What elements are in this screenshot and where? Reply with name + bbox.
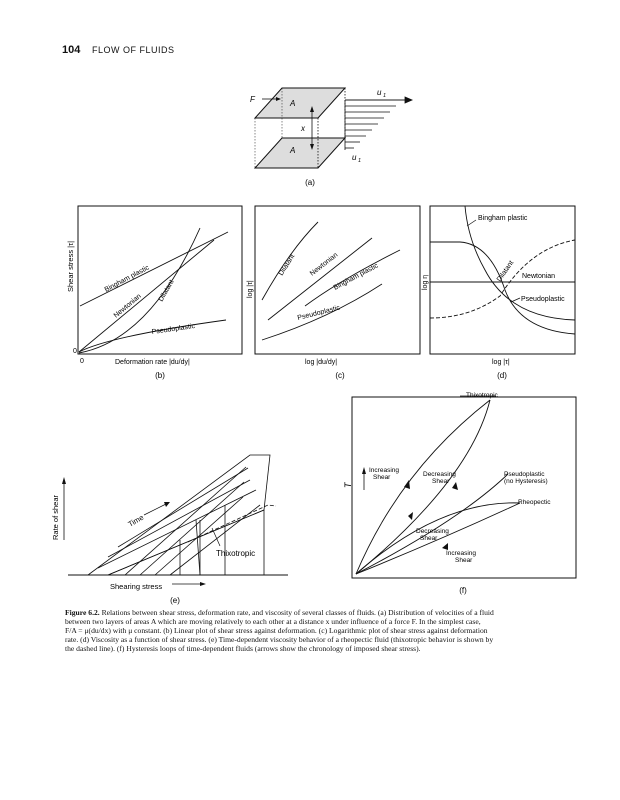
caption-line1: Relations between shear stress, deformation rate, and viscosity of several classes of fluids. (a) Distribution of velocities of a fluid <box>101 608 494 617</box>
label-newtonian-d: Newtonian <box>522 273 556 280</box>
plot-d-xlabel: log |τ| <box>492 359 510 366</box>
plot-b-origin-y: 0 <box>73 348 77 355</box>
page-number: 104 <box>62 44 81 56</box>
label-newtonian-c: Newtonian <box>308 251 340 278</box>
loop-rheo-lower <box>356 503 520 574</box>
curve-pseudoplastic-f <box>356 474 508 574</box>
increasing-shear-1b: Shear <box>373 474 391 481</box>
plot-e-xlabel: Shearing stress <box>110 582 163 591</box>
label-pseudoplastic-b: Pseudoplastic <box>151 322 196 336</box>
increasing-shear-2b: Shear <box>455 557 473 564</box>
plot-b-ylabel: Shear stress |τ| <box>66 240 75 292</box>
label-newtonian-b: Newtonian <box>112 292 143 320</box>
running-title: FLOW OF FLUIDS <box>92 45 175 55</box>
loop-rheo-upper <box>356 503 520 574</box>
label-dilatant-c: Dilatant <box>277 253 297 278</box>
pseudoplastic-f-label-b: (no Hysteresis) <box>504 478 548 485</box>
figure-c-label: (c) <box>335 371 345 380</box>
plot-b-xlabel: Deformation rate |du/dy| <box>115 359 190 366</box>
caption-line2: between two layers of areas A which are moving relatively to each other at a distance x under influence of a force F. In the simplest case, <box>65 617 481 627</box>
figure-a-label: (a) <box>305 178 315 187</box>
figure-f-label: (f) <box>459 586 467 595</box>
label-dilatant-d: Dilatant <box>495 259 516 284</box>
plot-e-ylabel: Rate of shear <box>51 494 60 540</box>
thixotropic-e-label: Thixotropic <box>216 549 256 558</box>
caption-line3: F/A = μ(du/dx) with μ constant. (b) Linear plot of shear stress against deformation. (c) Logarithmic plot of shear stress against deformation <box>65 626 488 636</box>
plot-f-ylabel: T <box>343 482 353 488</box>
plot-c-xlabel: log |du/dy| <box>305 359 338 366</box>
decreasing-shear-1b: Shear <box>432 478 450 485</box>
label-bingham-d: Bingham plastic <box>478 215 528 222</box>
figure-e-label: (e) <box>170 596 180 605</box>
figure-caption <box>65 608 577 653</box>
label-pseudoplastic-d: Pseudoplastic <box>521 296 565 303</box>
plot-d-ylabel: log η <box>422 274 429 290</box>
decreasing-shear-2: Decreasing <box>416 528 449 535</box>
plot-b-origin-x: 0 <box>80 358 84 365</box>
label-bingham-c: Bingham plastic <box>332 262 380 292</box>
time-label: Time <box>126 512 146 529</box>
loop-thix-inner <box>356 400 490 574</box>
vel-bottom-label: u <box>352 153 357 162</box>
caption-line5: the dashed line). (f) Hysteresis loops of time-dependent fluids (arrows show the chronology of imposed shear stress). <box>65 644 421 654</box>
label-bingham-b: Bingham plastic <box>103 264 151 294</box>
force-label: F <box>250 95 255 104</box>
decreasing-shear-1: Decreasing <box>423 471 456 478</box>
thixotropic-f-label: Thixotropic <box>466 392 498 399</box>
area-bottom-label: A <box>290 146 296 155</box>
increasing-shear-2: Increasing <box>446 550 476 557</box>
increasing-shear-1: Increasing <box>369 467 399 474</box>
area-top-label: A <box>290 99 296 108</box>
plot-c-ylabel: log |τ| <box>247 280 254 298</box>
decreasing-shear-2b: Shear <box>420 535 438 542</box>
pseudoplastic-f-label: Pseudoplastic <box>504 471 545 478</box>
label-pseudoplastic-c: Pseudoplastic <box>296 304 341 322</box>
vel-top-sub: 1 <box>383 93 387 99</box>
figure-d-label: (d) <box>497 371 507 380</box>
label-dilatant-b: Dilatant <box>157 278 176 303</box>
caption-line4: rate. (d) Viscosity as a function of shear stress. (e) Time-dependent viscosity behavior of a rheopectic fluid (thixotropic behavior is shown by <box>65 635 494 645</box>
distance-label: x <box>301 124 305 133</box>
vel-bottom-sub: 1 <box>358 158 362 164</box>
figure-b-label: (b) <box>155 371 165 380</box>
loop-thix-outer <box>356 400 490 574</box>
caption-label: Figure 6.2. <box>65 608 100 617</box>
vel-top-label: u <box>377 88 382 97</box>
rheopectic-label: Rheopectic <box>518 499 551 506</box>
